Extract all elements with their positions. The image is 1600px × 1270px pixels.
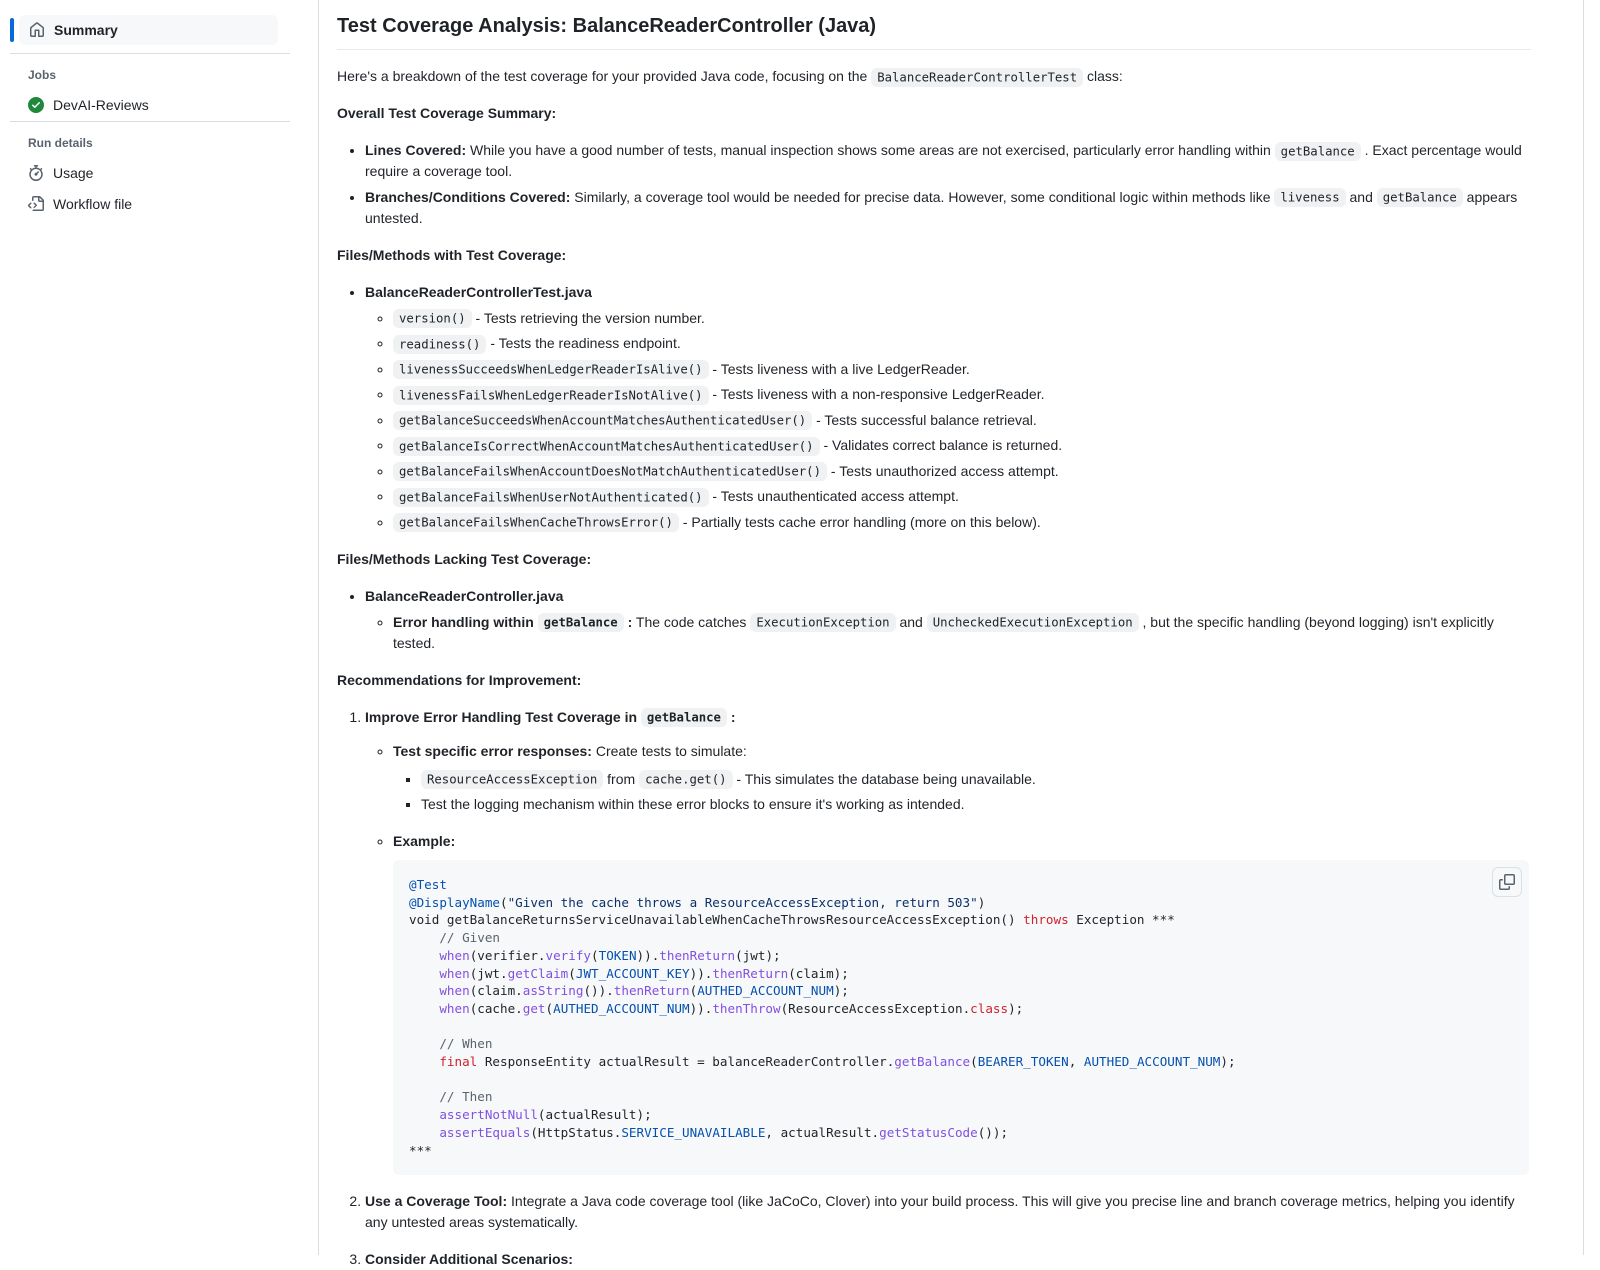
lacking-detail-item: ◦ Error handling within getBalance : The code catches ExecutionException and UncheckedExecutionException , but the specific handling (beyond logging) isn't explicitly tested. bbox=[393, 612, 1531, 654]
page-title: Test Coverage Analysis: BalanceReaderController (Java) bbox=[337, 14, 1531, 50]
lacking-detail-list bbox=[365, 612, 1531, 654]
sidebar-section-run-details-title: Run details bbox=[28, 136, 300, 150]
overall-summary-list bbox=[337, 140, 1531, 229]
covered-methods-list bbox=[365, 308, 1531, 533]
code-block bbox=[393, 860, 1529, 1175]
simulate-item: ▪ ResourceAccessException from cache.get() - This simulates the database being unavailable. bbox=[421, 769, 1531, 790]
method-item: ◦ livenessFailsWhenLedgerReaderIsNotAlive() - Tests liveness with a non-responsive LedgerReader. bbox=[393, 384, 1531, 405]
markdown-body bbox=[337, 14, 1531, 1270]
method-item: ◦ getBalanceSucceedsWhenAccountMatchesAuthenticatedUser() - Tests successful balance retrieval. bbox=[393, 410, 1531, 431]
sidebar-workflow-file-label: Workflow file bbox=[53, 196, 132, 212]
example-item bbox=[393, 831, 1531, 1175]
covered-list bbox=[337, 282, 1531, 533]
example-label: Example: bbox=[393, 833, 455, 849]
summary-panel bbox=[318, 0, 1584, 1255]
simulate-list bbox=[393, 769, 1531, 816]
list-item: • Lines Covered: While you have a good number of tests, manual inspection shows some areas are not exercised, particularly error handling within getBalance . Exact percentage would require a coverage tool. bbox=[365, 140, 1531, 182]
recommendations-heading: Recommendations for Improvement: bbox=[337, 670, 1531, 691]
method-item: ◦ readiness() - Tests the readiness endpoint. bbox=[393, 333, 1531, 354]
lacking-file-item bbox=[365, 586, 1531, 654]
recommendation-1-sublist bbox=[365, 741, 1531, 1176]
sidebar-item-summary[interactable] bbox=[19, 15, 278, 45]
method-item: ◦ getBalanceFailsWhenCacheThrowsError() - Partially tests cache error handling (more on this below). bbox=[393, 512, 1531, 533]
lacking-file-name: BalanceReaderController.java bbox=[365, 588, 563, 604]
covered-file-name: BalanceReaderControllerTest.java bbox=[365, 284, 592, 300]
sidebar-divider bbox=[10, 121, 290, 122]
active-indicator bbox=[10, 18, 14, 42]
sub-item bbox=[393, 741, 1531, 816]
file-code-icon bbox=[28, 196, 44, 212]
sidebar-item-usage[interactable] bbox=[28, 165, 300, 181]
sidebar-item-workflow-file[interactable] bbox=[28, 196, 300, 212]
simulate-item: ▪ Test the logging mechanism within these error blocks to ensure it's working as intended. bbox=[421, 794, 1531, 815]
code-content: @Test @DisplayName("Given the cache throws a ResourceAccessException, return 503") void getBalanceReturnsServiceUnavailableWhenCacheThrowsResourceAccessException() throws Exception *** // Given when(verifier.verify(TOKEN)).thenReturn(jwt); when(jwt.getClaim(JWT_ACCOUNT_KEY)).thenReturn(claim); when(claim.asString()).thenReturn(AUTHED_ACCOUNT_NUM); when(cache.get(AUTHED_ACCOUNT_NUM)).thenThrow(ResourceAccessException.class); // When final ResponseEntity actualResult = balanceReaderController.getBalance(BEARER_TOKEN, AUTHED_ACCOUNT_NUM); // Then assertNotNull(actualResult); assertEquals(HttpStatus.SERVICE_UNAVAILABLE, actualResult.getStatusCode()); *** bbox=[409, 876, 1513, 1159]
recommendation-1-title: Improve Error Handling Test Coverage in getBalance : bbox=[365, 709, 736, 725]
method-item: ◦ getBalanceFailsWhenAccountDoesNotMatchAuthenticatedUser() - Tests unauthorized access attempt. bbox=[393, 461, 1531, 482]
lacking-list bbox=[337, 586, 1531, 654]
check-circle-icon bbox=[28, 97, 44, 113]
stopwatch-icon bbox=[28, 165, 44, 181]
method-item: ◦ getBalanceFailsWhenUserNotAuthenticated() - Tests unauthenticated access attempt. bbox=[393, 486, 1531, 507]
recommendation-item-3: 3. Consider Additional Scenarios: bbox=[365, 1249, 1531, 1270]
method-item: ◦ version() - Tests retrieving the version number. bbox=[393, 308, 1531, 329]
sub-item-text: Test specific error responses: Create tests to simulate: bbox=[393, 743, 747, 759]
sidebar-divider bbox=[10, 53, 290, 54]
home-icon bbox=[29, 22, 45, 38]
recommendation-item-2: 2. Use a Coverage Tool: Integrate a Java code coverage tool (like JaCoCo, Clover) into your build process. This will give you precise line and branch coverage metrics, helping you identify any untested areas systematically. bbox=[365, 1191, 1531, 1233]
sidebar-job-devai-reviews[interactable] bbox=[28, 97, 300, 113]
job-label: DevAI-Reviews bbox=[53, 97, 149, 113]
run-sidebar bbox=[0, 0, 300, 212]
list-item: • Branches/Conditions Covered: Similarly, a coverage tool would be needed for precise data. However, some conditional logic within methods like liveness and getBalance appears untested. bbox=[365, 187, 1531, 229]
copy-code-button[interactable] bbox=[1492, 867, 1522, 897]
recommendations-list bbox=[337, 707, 1531, 1270]
sidebar-section-jobs-title: Jobs bbox=[28, 68, 300, 82]
recommendation-item-1 bbox=[365, 707, 1531, 1176]
sidebar-summary-row bbox=[0, 15, 300, 45]
covered-heading: Files/Methods with Test Coverage: bbox=[337, 245, 1531, 266]
sidebar-usage-label: Usage bbox=[53, 165, 93, 181]
sidebar-summary-label: Summary bbox=[54, 22, 118, 38]
method-item: ◦ livenessSucceedsWhenLedgerReaderIsAlive() - Tests liveness with a live LedgerReader. bbox=[393, 359, 1531, 380]
lacking-heading: Files/Methods Lacking Test Coverage: bbox=[337, 549, 1531, 570]
copy-icon bbox=[1499, 874, 1515, 890]
covered-file-item bbox=[365, 282, 1531, 533]
intro-paragraph: Here's a breakdown of the test coverage for your provided Java code, focusing on the BalanceReaderControllerTest class: bbox=[337, 66, 1531, 87]
method-item: ◦ getBalanceIsCorrectWhenAccountMatchesAuthenticatedUser() - Validates correct balance is returned. bbox=[393, 435, 1531, 456]
overall-summary-heading: Overall Test Coverage Summary: bbox=[337, 103, 1531, 124]
